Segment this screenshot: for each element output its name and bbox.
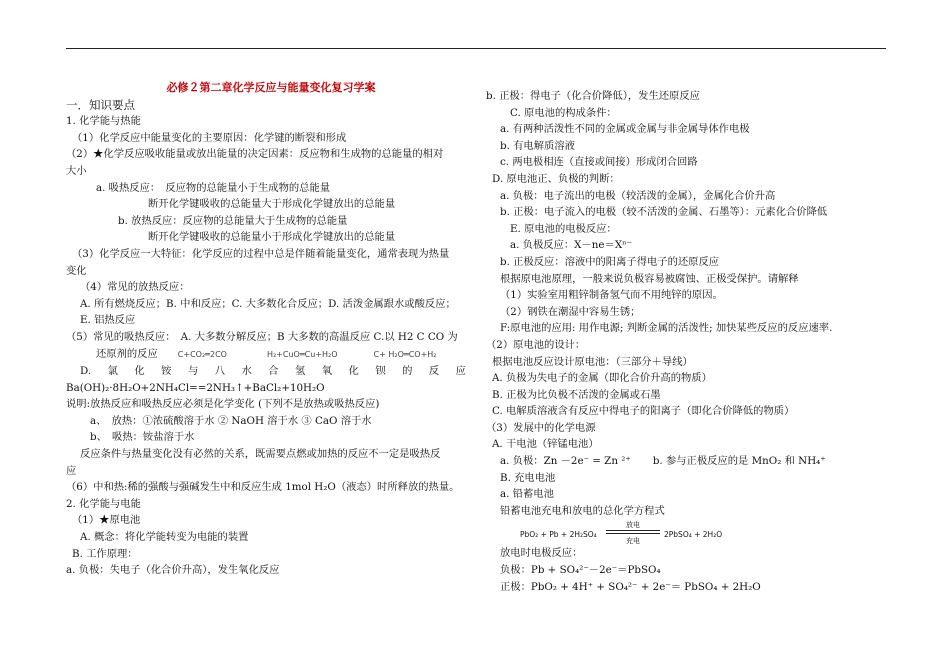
text-line: 正极：PbO₂ + 4H⁺ + SO₄²⁻ + 2e⁻＝ PbSO₄ + 2H₂O bbox=[500, 580, 761, 593]
justified-word: 化 bbox=[348, 365, 359, 378]
text-line: （1）实验室用粗锌制备氢气而不用纯锌的原因。 bbox=[500, 289, 723, 302]
justified-word: 应 bbox=[455, 365, 466, 378]
text-line: 反应条件与热量变化没有必然的关系，既需要点燃或加热的反应不一定是吸热反 bbox=[80, 448, 441, 461]
text-line: D. 原电池正、负极的判断： bbox=[492, 172, 620, 185]
justified-word: 钡 bbox=[375, 365, 386, 378]
text-line: 变化 bbox=[66, 264, 87, 277]
text-line: b、 吸热：铵盐溶于水 bbox=[90, 431, 195, 444]
text-line: 根据原电池原理，一般来说负极容易被腐蚀、正极受保护。请解释 bbox=[500, 272, 799, 285]
justified-word: 与 bbox=[187, 365, 199, 378]
justified-word: 铵 bbox=[161, 365, 172, 378]
text-line bbox=[66, 363, 466, 380]
text-line: C. 电解质溶液含有反应中得电子的阳离子（即化合价降低的物质） bbox=[492, 405, 795, 418]
text-line: A. 干电池（锌锰电池） bbox=[492, 438, 599, 451]
equation-line: Ba(OH)₂·8H₂O+2NH₄Cl==2NH₃↑+BaCl₂+10H₂O bbox=[66, 381, 325, 394]
equation-left-side: PbO₂ + Pb + 2H₂SO₄ bbox=[520, 530, 597, 540]
text-line: a. 吸热反应： 反应物的总能量小于生成物的总能量 bbox=[96, 181, 331, 194]
text-line: a. 负极反应：X－ne＝Xⁿ⁻ bbox=[510, 239, 633, 252]
text-line: B. 正极为比负极不活泼的金属或石墨 bbox=[492, 388, 661, 401]
text-line: a、 放热：①浓硫酸溶于水 ② NaOH 溶于水 ③ CaO 溶于水 bbox=[90, 414, 372, 427]
text-line: （4）常见的放热反应： bbox=[80, 281, 190, 294]
text-line: 1. 化学能与热能 bbox=[66, 115, 141, 128]
forward-arrow bbox=[606, 530, 660, 531]
text-line: c. 两电极相连（直接或间接）形成闭合回路 bbox=[500, 156, 698, 169]
text-line: （5）常见的吸热反应： A. 大多数分解反应；B 大多数的高温反应 C.以 H2 C CO 为 bbox=[66, 330, 458, 343]
text-line: 根据电池反应设计原电池：（三部分＋导线） bbox=[492, 355, 693, 368]
equation: C+ H₂O═CO+H₂ bbox=[373, 349, 437, 359]
text-line: 铅蓄电池充电和放电的总化学方程式 bbox=[500, 504, 665, 517]
text-line: 断开化学键吸收的总能量大于形成化学键放出的总能量 bbox=[148, 198, 396, 211]
text-line: b. 正极：得电子（化合价降低），发生还原反应 bbox=[486, 90, 700, 102]
text-line: B. 充电电池 bbox=[500, 471, 556, 484]
lead-acid-equation bbox=[486, 519, 886, 545]
text-line: 应 bbox=[66, 464, 77, 477]
text-line: E. 原电池的电极反应： bbox=[510, 222, 617, 235]
equation-right-side: 2PbSO₄ + 2H₂O bbox=[664, 530, 723, 540]
text-line: C. 原电池的构成条件： bbox=[510, 106, 617, 119]
text-line: 放电时电极反应： bbox=[500, 547, 583, 560]
text-line: a. 负极：电子流出的电极（较活泼的金属），金属化合价升高 bbox=[500, 189, 776, 202]
discharge-label: 放电 bbox=[626, 521, 640, 530]
text-line: （6）中和热:稀的强酸与强碱发生中和反应生成 1mol H₂O（液态）时所释放的热量。 bbox=[66, 481, 460, 494]
text-line: 负极：Pb + SO₄²⁻－2e⁻＝PbSO₄ bbox=[500, 564, 661, 577]
text-line: a. 铅蓄电池 bbox=[500, 488, 554, 501]
charge-label: 充电 bbox=[626, 537, 640, 546]
justified-word: 氢 bbox=[295, 365, 306, 378]
justified-word: 反 bbox=[428, 365, 440, 378]
justified-word: 的 bbox=[402, 365, 413, 378]
justified-word: 合 bbox=[268, 365, 279, 378]
text-line: A. 概念：将化学能转变为电能的装置 bbox=[80, 531, 249, 544]
text-line: b. 有电解质溶液 bbox=[500, 139, 575, 152]
text-line: 2. 化学能与电能 bbox=[66, 497, 141, 510]
text-line: a. 有两种活泼性不同的金属或金属与非金属导体作电极 bbox=[500, 123, 750, 136]
text-fragment: 还原剂的反应 bbox=[96, 347, 158, 360]
text-line: F:原电池的应用: 用作电源; 判断金属的活泼性; 加快某些反应的反应速率. bbox=[500, 322, 833, 335]
justified-word: 八 bbox=[214, 365, 225, 378]
text-fragment: b. 参与正极反应的是 MnO₂ 和 NH₄⁺ bbox=[652, 455, 826, 468]
equation: C+CO₂═2CO bbox=[177, 349, 227, 359]
right-column bbox=[486, 88, 886, 595]
text-line: 说明:放热反应和吸热反应必须是化学变化 (下列不是放热或吸热反应) bbox=[66, 398, 380, 411]
document-title: 必修２第二章化学反应与能量变化复习学案 bbox=[166, 81, 376, 94]
text-line: （1）化学反应中能量变化的主要原因：化学键的断裂和形成 bbox=[72, 131, 347, 144]
justified-word: 氯 bbox=[107, 365, 118, 378]
text-line bbox=[486, 453, 886, 470]
text-line: 大小 bbox=[66, 164, 87, 177]
header-rule bbox=[66, 48, 886, 49]
text-line: A. 所有燃烧反应；B. 中和反应；C. 大多数化合反应；D. 活泼金属跟水或酸反应； bbox=[80, 297, 456, 310]
justified-word: D. bbox=[80, 365, 92, 378]
text-line: （3）化学反应一大特征：化学反应的过程中总是伴随着能量变化，通常表现为热量 bbox=[72, 247, 450, 260]
text-line: a. 负极：失电子（化合价升高），发生氧化反应 bbox=[66, 564, 280, 577]
text-line: （1）★原电池 bbox=[72, 514, 141, 527]
left-column bbox=[66, 80, 476, 579]
justified-word: 氧 bbox=[321, 365, 333, 378]
text-line: b. 放热反应：反应物的总能量大于生成物的总能量 bbox=[118, 214, 348, 227]
text-line: E. 铝热反应 bbox=[80, 314, 136, 327]
section-heading: 一．知识要点 bbox=[66, 97, 135, 112]
reversible-arrow bbox=[606, 519, 660, 545]
text-line bbox=[66, 346, 476, 364]
text-line: （3）发展中的化学电源 bbox=[486, 421, 596, 434]
text-line: B. 工作原理： bbox=[72, 547, 138, 560]
justified-word: 水 bbox=[241, 365, 252, 378]
text-line: 断开化学键吸收的总能量小于形成化学键放出的总能量 bbox=[148, 231, 396, 244]
text-line: A. 负极为失电子的金属（即化合价升高的物质） bbox=[492, 372, 712, 385]
text-line: b. 正极：电子流入的电极（较不活泼的金属、石墨等）：元素化合价降低 bbox=[500, 206, 828, 219]
equation: H₂+CuO═Cu+H₂O bbox=[266, 349, 338, 359]
text-line: b. 正极反应：溶液中的阳离子得电子的还原反应 bbox=[500, 255, 720, 268]
text-line: （2）★化学反应吸收能量或放出能量的决定因素：反应物和生成物的总能量的相对 bbox=[66, 148, 444, 161]
justified-word: 化 bbox=[134, 365, 145, 378]
text-line: （2）原电池的设计： bbox=[486, 338, 586, 351]
text-line: （2）钢铁在潮湿中容易生锈； bbox=[500, 305, 641, 318]
text-fragment: a. 负极：Zn －2e⁻ = Zn ²⁺ bbox=[500, 455, 631, 468]
